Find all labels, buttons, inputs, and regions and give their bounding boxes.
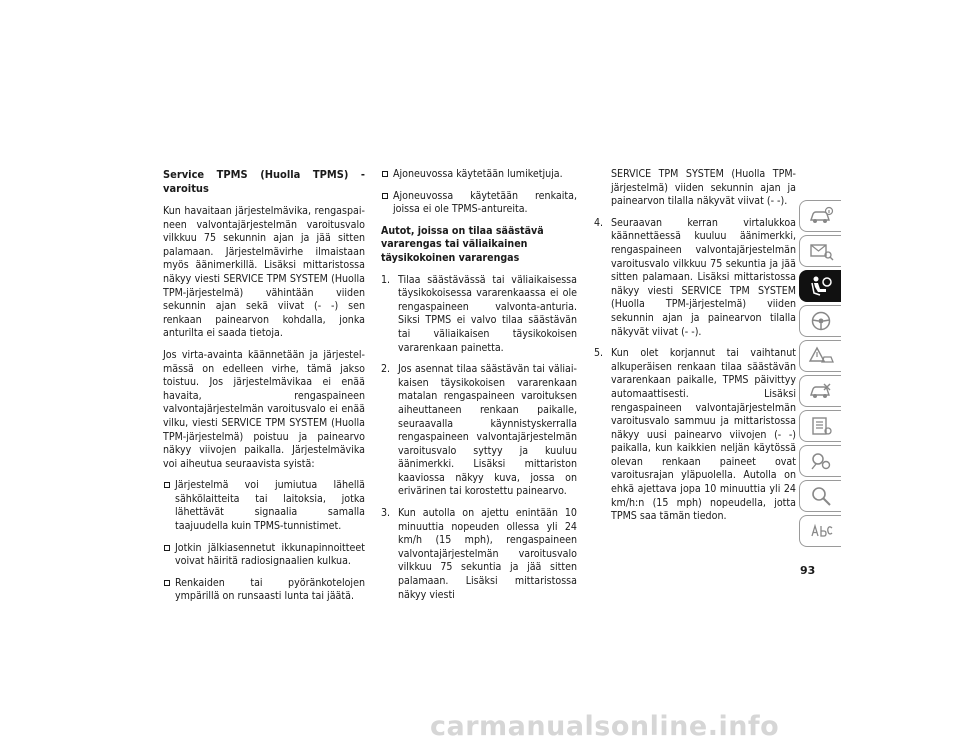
tab-driving[interactable] xyxy=(799,305,841,337)
square-bullet-icon xyxy=(163,545,175,553)
tab-car-info[interactable] xyxy=(799,200,841,232)
bullet-item: Ajoneuvossa käytetään renkaita, joissa ei ole TPMS-antureita. xyxy=(381,190,577,217)
square-bullet-icon xyxy=(163,482,175,490)
numbered-item-continuation: SERVICE TPM SYSTEM (Huolla TPM-järjestelmä) viiden sekunnin ajan ja painearvon tilalla näkyvät viivat (- -). xyxy=(611,168,796,208)
car-info-icon xyxy=(808,205,834,227)
numbered-item: 2. Jos asennat tilaa säästävän tai väliaikaisen täysikokoisen vararenkaan matalan rengaspaineen varoituksen aiheuttaneen renkaan paikalle, seuraavalla käynnistyskerralla rengaspaineen valvontajärjestelmän varoitusvalo syttyy ja kuuluu äänimerkki. Lisäksi mittariston kaaviossa näkyy kuva, jossa on erivärinen tai korostettu painearvo. xyxy=(381,363,577,498)
bullet-item: Renkaiden tai pyöränkotelojen ympärillä on runsaasti lunta tai jäätä. xyxy=(163,577,365,604)
magnifier-icon xyxy=(808,485,834,507)
column-3 xyxy=(594,168,796,532)
tab-keys[interactable] xyxy=(799,235,841,267)
bullet-item: Järjestelmä voi jumiutua lähellä sähkölaitteita tai laitoksia, jotka lähettävät signaalia samalla taajuudella kuin TPMS-tunnistimet. xyxy=(163,479,365,533)
tab-safety[interactable] xyxy=(799,270,841,302)
paragraph: Jos virta-avainta käännetään ja järjestelmässä on edelleen virhe, tämä jakso toistuu. Jos järjestelmävikaa ei enää havaita, rengaspaineen valvontajärjestelmän varoitusvalo ei enää vilku, viesti SERVICE TPM SYSTEM (Huolla TPM-järjestelmä) poistuu ja painearvo näkyy viivojen paikalla. Järjestelmävika voi aiheutua seuraavista syistä: xyxy=(163,348,365,470)
tab-index[interactable] xyxy=(799,480,841,512)
column-2 xyxy=(381,168,577,610)
numbered-item: 1. Tilaa säästävässä tai väliaikaisessa täysikokoisessa vararenkaassa ei ole rengaspaineen valvonta-anturia. Siksi TPMS ei valvo tilaa säästävän tai väliaikaisen täysikokoisen vararenkaan painetta. xyxy=(381,273,577,354)
page-number: 93 xyxy=(800,564,816,577)
tab-service[interactable] xyxy=(799,375,841,407)
airbag-seat-icon xyxy=(808,275,834,297)
language-abc-icon xyxy=(808,520,834,542)
square-bullet-icon xyxy=(381,193,393,201)
numbered-item: 4. Seuraavan kerran virtalukkoa käännettäessä kuuluu äänimerkki, rengaspaineen valvontajärjestelmän varoitusvalo vilkkuu 75 sekuntia ja jää sitten palamaan. Lisäksi mittaristossa näkyy viesti SERVICE TPM SYSTEM (Huolla TPM-järjestelmä) viiden sekunnin ajan ja painearvon tilalla näkyvät viivat (- -). xyxy=(594,216,796,338)
tab-languages[interactable] xyxy=(799,515,841,547)
tab-specifications[interactable] xyxy=(799,445,841,477)
column-1 xyxy=(163,168,365,612)
maintenance-list-icon xyxy=(808,415,834,437)
numbered-item: 5. Kun olet korjannut tai vaihtanut alkuperäisen renkaan tilaa säästävän vararenkaan paikalle, TPMS päivittyy automaattisesti. Lisäksi rengaspaineen valvontajärjestelmän varoitusvalo sammuu ja mittaristossa näkyy uusi painearvo viivojen (- -) paikalla, kun kaikkien neljän käytössä olevan renkaan paineet ovat varoitusrajan yläpuolella. Autolla on ehkä ajettava jopa 10 minuuttia yli 24 km/h:n (15 mph) nopeudella, jotta TPMS saa tämän tiedon. xyxy=(594,347,796,523)
square-bullet-icon xyxy=(163,580,175,588)
watermark: carmanualsonline.info xyxy=(430,711,780,742)
bullet-item: Jotkin jälkiasennetut ikkunapinnoitteet voivat häiritä radiosignaalien kulkua. xyxy=(163,542,365,569)
envelope-key-icon xyxy=(808,240,834,262)
numbered-item: 3. Kun autolla on ajettu enintään 10 minuuttia nopeuden ollessa yli 24 km/h (15 mph), rengaspaineen valvontajärjestelmän varoitusvalo vilkkuu 75 sekuntia ja jää sitten palamaan. Lisäksi mittaristossa näkyy viesti xyxy=(381,507,577,601)
paragraph: Kun havaitaan järjestelmävika, rengaspaineen valvontajärjestelmän varoitusvalo vilkkuu 75 sekunnin ajan ja jää sitten palamaan. Järjestelmävirhe ilmaistaan myös äänimerkillä. Lisäksi mittaristossa näkyy viesti SERVICE TPM SYSTEM (Huolla TPM-järjestelmä) vähintään viiden sekunnin ajan sekä viivat (- -) sen renkaan painearvon kohdalla, jonka anturilta ei saada tietoja. xyxy=(163,205,365,340)
warning-triangle-car-icon xyxy=(808,345,834,367)
tab-emergency[interactable] xyxy=(799,340,841,372)
chapter-tabs xyxy=(799,200,841,550)
specs-gears-icon xyxy=(808,450,834,472)
square-bullet-icon xyxy=(381,171,393,179)
steering-wheel-icon xyxy=(808,310,834,332)
sub-heading: Autot, joissa on tilaa säästävä vararengas tai väliaikainen täysikokoinen vararengas xyxy=(381,224,544,264)
car-tools-icon xyxy=(808,380,834,402)
tab-maintenance[interactable] xyxy=(799,410,841,442)
bullet-item: Ajoneuvossa käytetään lumiketjuja. xyxy=(381,168,577,182)
section-heading: Service TPMS (Huolla TPMS) -varoitus xyxy=(163,168,365,195)
